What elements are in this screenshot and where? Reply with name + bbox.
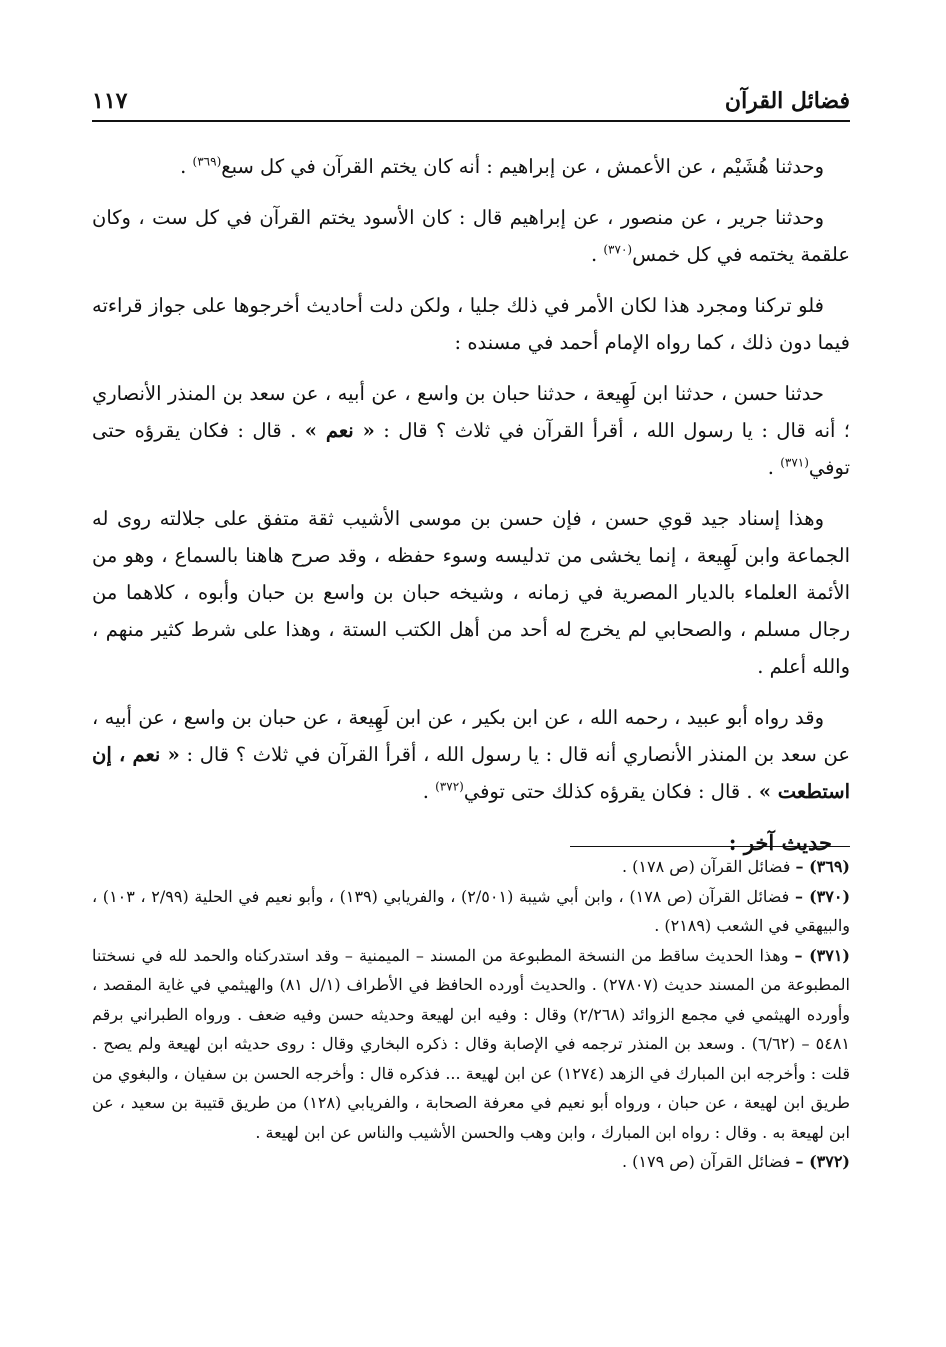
paragraph-isnad-analysis <box>92 500 850 685</box>
paragraph-text: وحدثنا هُشَيْم ، عن الأعمش ، عن إبراهيم : أنه كان يختم القرآن في كل سبع <box>221 155 824 178</box>
footnote-number: (٣٦٩) – <box>795 857 850 876</box>
footnote-369 <box>92 852 850 882</box>
bold-quote: « نعم » <box>304 419 375 442</box>
footnote-371 <box>92 941 850 1148</box>
footnote-ref: (٣٧٠) <box>603 242 633 257</box>
footnote-ref: (٣٦٩) <box>192 154 222 169</box>
paragraph-370 <box>92 199 850 273</box>
footnote-text: فضائل القرآن (ص ١٧٨) . <box>621 857 796 876</box>
footnote-370 <box>92 882 850 941</box>
paragraph-372 <box>92 699 850 810</box>
footnotes <box>92 852 850 1177</box>
paragraph-text: . قال : فكان يقرؤه حتى توفي <box>92 419 850 479</box>
footnote-text: فضائل القرآن (ص ١٧٩) . <box>621 1152 796 1171</box>
paragraph-text: وقد رواه أبو عبيد ، رحمه الله ، عن ابن بكير ، عن ابن لَهِيعة ، عن حبان بن واسع ، عن أبيه ، عن سعد بن المنذر الأنصاري أنه قال : يا رسول الله ، أقرأ القرآن في ثلاث ؟ قال : <box>92 706 850 766</box>
footnote-text: وهذا الحديث ساقط من النسخة المطبوعة من المسند – الميمنية – وقد استدركناه والحمد لله في نسختنا المطبوعة من المسند حديث (٢٧٨٠٧) . والحديث أورده الحافظ في الأطراف (١/ل ٨١) والهيثمي في غاية المقصد ، وأورده الهيثمي في مجمع الزوائد (٢/٢٦٨) وقال : وفيه ابن لهيعة وحديثه حسن وفيه ضعف . ورواه الطبراني برقم ٥٤٨١ – (٦/٦٢) . وسعد بن المنذر ترجمه في الإصابة وقال : ذكره البخاري وقال : روى حديثه ابن لهيعة ولم يصح . قلت : وأخرجه ابن المبارك في الزهد (١٢٧٤) عن ابن لهيعة ... فذكره قال : وأخرجه الحسن بن سفيان ، والبغوي من طريق ابن لهيعة ، عن حبان ، ورواه أبو نعيم في معرفة الصحابة ، والفريابي (١٢٨) من طريق قتيبة بن سعيد ، عن ابن لهيعة به . وقال : رواه ابن المبارك ، وابن وهب والحسن الأشيب والناس عن ابن لهيعة . <box>92 945 851 1142</box>
section-subheading: حديث آخر : <box>728 830 832 855</box>
footnote-number: (٣٧٠) – <box>794 886 851 906</box>
footnote-number: (٣٧٢) – <box>795 1152 850 1171</box>
paragraph-end: . <box>180 155 193 178</box>
footnote-ref: (٣٧١) <box>780 455 809 470</box>
paragraph-end: . <box>590 243 604 266</box>
bold-quote: « نعم ، إن استطعت » <box>92 743 850 803</box>
paragraph-end: . <box>422 780 436 803</box>
paragraph-text: وهذا إسناد جيد قوي حسن ، فإن حسن بن موسى الأشيب ثقة متفق على جلالته روى له الجماعة وابن لَهِيعة ، إنما يخشى من تدليسه وسوء حفظه ، وقد صرح هاهنا بالسماع ، وهو من الأئمة العلماء بالديار المصرية في زمانه ، وشيخه حبان بن واسع بن حبان وأبوه ، كلاهما من رجال مسلم ، والصحابي لم يخرج له أحد من أهل الكتب الستة ، وهذا على شرط كثير منهم ، والله أعلم . <box>92 507 850 678</box>
paragraph-end: . <box>767 456 781 479</box>
paragraph-text: . قال : فكان يقرؤه كذلك حتى توفي <box>463 780 759 803</box>
paragraph-text: حدثنا حسن ، حدثنا ابن لَهِيعة ، حدثنا حبان بن واسع ، عن أبيه ، عن سعد بن المنذر الأنصاري ؛ أنه قال : يا رسول الله ، أقرأ القرآن في ثلاث ؟ قال : <box>92 382 850 442</box>
page-header <box>92 84 850 122</box>
footnote-ref: (٣٧٢) <box>435 779 464 794</box>
paragraph-text: وحدثنا جرير ، عن منصور ، عن إبراهيم قال : كان الأسود يختم القرآن في كل ست ، وكان علقمة يختمه في كل خمس <box>92 206 850 266</box>
running-title: فضائل القرآن <box>715 88 850 114</box>
footnote-number: (٣٧١) – <box>794 945 850 965</box>
paragraph-371 <box>92 375 850 486</box>
main-text <box>92 148 850 861</box>
paragraph-commentary <box>92 287 850 361</box>
footnote-separator <box>570 846 850 847</box>
paragraph-369 <box>92 148 850 185</box>
footnote-372 <box>92 1147 850 1177</box>
paragraph-text: فلو تركنا ومجرد هذا لكان الأمر في ذلك جليا ، ولكن دلت أحاديث أخرجوها على جواز قراءته فيما دون ذلك ، كما رواه الإمام أحمد في مسنده : <box>92 294 850 354</box>
footnote-text: فضائل القرآن (ص ١٧٨) ، وابن أبي شيبة (٢/٥٠١) ، والفريابي (١٣٩) ، وأبو نعيم في الحلية (٢/٩٩ ، ١٠٣) ، والبيهقي في الشعب (٢١٨٩) . <box>92 886 850 935</box>
page-number: ١١٧ <box>92 88 137 114</box>
